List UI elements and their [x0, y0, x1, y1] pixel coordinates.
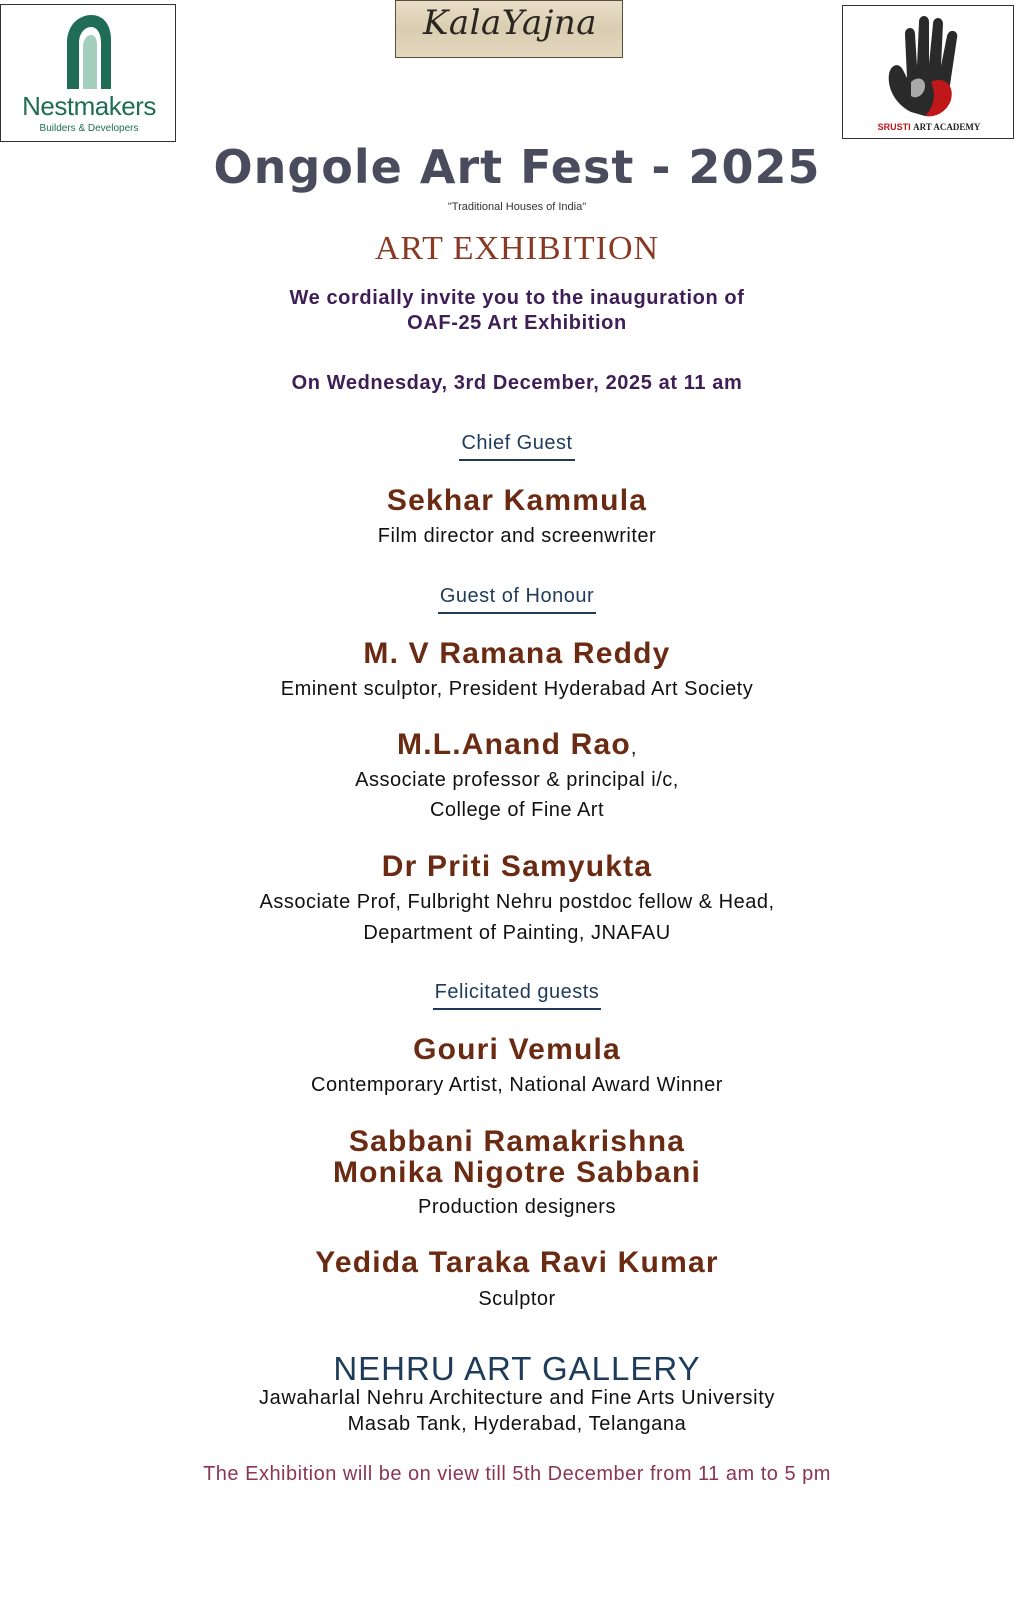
- chief-guest-label-row: [0, 432, 1034, 461]
- exhibition-dates-note: The Exhibition will be on view till 5th December from 11 am to 5 pm: [203, 1463, 831, 1485]
- honour-guest-name-suffix: ,: [630, 737, 637, 759]
- felicitated-guest-role: Production designers: [418, 1196, 616, 1218]
- felicitated-guest-role: Contemporary Artist, National Award Winner: [311, 1074, 723, 1096]
- chief-guest-label: Chief Guest: [459, 432, 574, 461]
- guest-of-honour-label: Guest of Honour: [438, 585, 596, 614]
- honour-guest-name-row: [0, 728, 1034, 762]
- felicitated-guest-name: Gouri Vemula: [413, 1033, 621, 1066]
- honour-guest-name: M.L.Anand Rao: [397, 728, 631, 761]
- chief-guest-name: Sekhar Kammula: [386, 484, 648, 517]
- kalayajna-name: KalaYajna: [422, 3, 598, 43]
- honour-guest-name: Dr Priti Samyukta: [381, 850, 653, 883]
- guest-of-honour-label-row: [0, 585, 1034, 614]
- event-theme: "Traditional Houses of India": [447, 201, 587, 213]
- honour-guest-role: Associate professor & principal i/c,: [355, 769, 679, 791]
- handprint-icon: [881, 12, 977, 122]
- honour-guest-role: Associate Prof, Fulbright Nehru postdoc fellow & Head,: [259, 891, 775, 913]
- nestmakers-arch-icon: [61, 13, 115, 91]
- honour-guest-role: College of Fine Art: [429, 799, 605, 821]
- honour-guest-role: Eminent sculptor, President Hyderabad Art Society: [280, 678, 754, 700]
- chief-guest-role: Film director and screenwriter: [377, 525, 657, 547]
- nestmakers-tagline: Builders & Developers: [39, 123, 139, 134]
- felicitated-label-row: [0, 981, 1034, 1010]
- venue-gallery-name: NEHRU ART GALLERY: [333, 1350, 701, 1387]
- nestmakers-logo: [0, 4, 176, 142]
- felicitated-guest-role: Sculptor: [478, 1288, 556, 1310]
- srusti-art-academy-logo: [842, 5, 1014, 139]
- section-heading: ART EXHIBITION: [374, 230, 660, 267]
- event-title: Ongole Art Fest - 2025: [213, 140, 821, 194]
- felicitated-guest-name: Monika Nigotre Sabbani: [332, 1156, 702, 1189]
- invitation-date: On Wednesday, 3rd December, 2025 at 11 am: [291, 372, 743, 394]
- honour-guest-role: Department of Painting, JNAFAU: [363, 922, 671, 944]
- felicitated-guest-name: Sabbani Ramakrishna: [348, 1125, 686, 1158]
- srusti-academy-name: SRUSTI ART ACADEMY: [877, 122, 981, 132]
- felicitated-label: Felicitated guests: [433, 981, 602, 1010]
- venue-line-2: Masab Tank, Hyderabad, Telangana: [347, 1413, 687, 1435]
- kalayajna-logo: [395, 0, 623, 58]
- invitation-line-2: OAF-25 Art Exhibition: [407, 312, 627, 334]
- invitation-line-1: We cordially invite you to the inauguration of: [289, 287, 745, 309]
- felicitated-guest-name: Yedida Taraka Ravi Kumar: [315, 1246, 719, 1279]
- honour-guest-name: M. V Ramana Reddy: [363, 637, 671, 670]
- venue-line-1: Jawaharlal Nehru Architecture and Fine Arts University: [259, 1387, 775, 1409]
- nestmakers-name: Nestmakers: [22, 91, 156, 121]
